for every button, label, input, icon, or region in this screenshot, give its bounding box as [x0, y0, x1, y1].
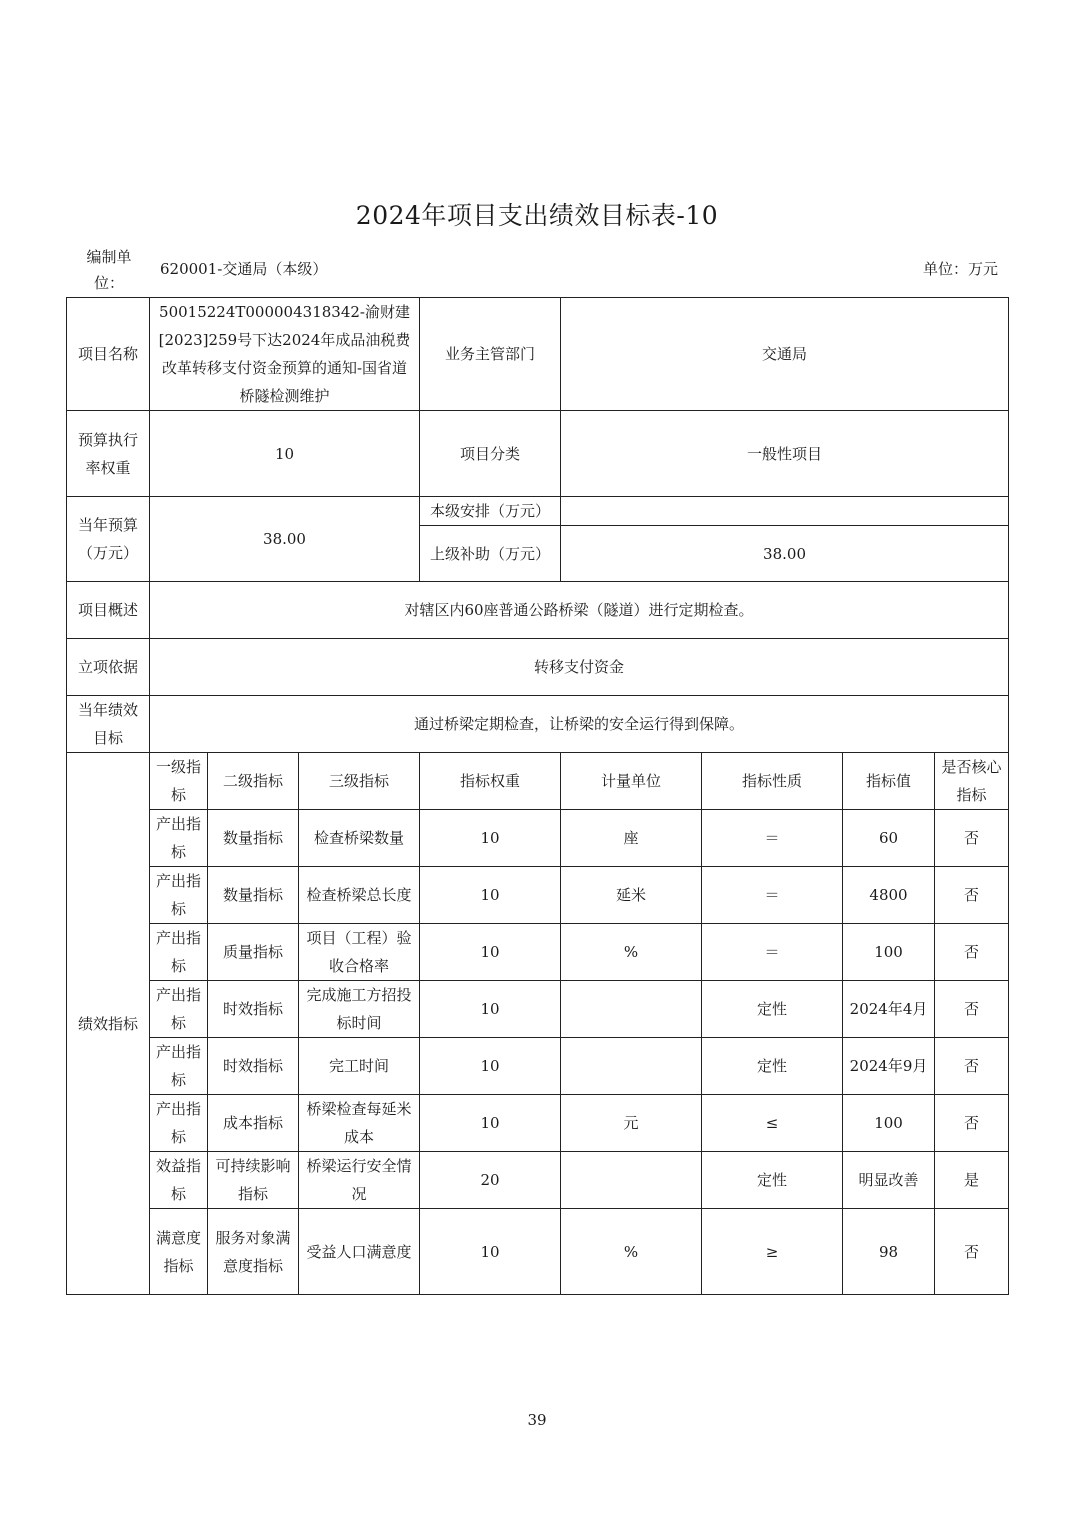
- local-budget-value: [561, 497, 1009, 526]
- level3-cell: 项目（工程）验收合格率: [299, 924, 420, 981]
- unit-cell: [561, 1038, 702, 1095]
- level1-cell: 产出指标: [150, 810, 208, 867]
- unit-cell: %: [561, 1209, 702, 1295]
- value-cell: 2024年9月: [843, 1038, 935, 1095]
- unit-cell: 延米: [561, 867, 702, 924]
- table-row: [67, 639, 1009, 696]
- weight-value: 10: [150, 411, 420, 497]
- level3-cell: 桥梁检查每延米成本: [299, 1095, 420, 1152]
- weight-cell: 10: [420, 1038, 561, 1095]
- level3-cell: 检查桥梁总长度: [299, 867, 420, 924]
- nature-cell: 定性: [702, 1038, 843, 1095]
- level1-cell: 产出指标: [150, 1095, 208, 1152]
- weight-cell: 20: [420, 1152, 561, 1209]
- core-cell: 否: [935, 810, 1009, 867]
- value-cell: 60: [843, 810, 935, 867]
- table-row: [67, 298, 1009, 411]
- overview-value: 对辖区内60座普通公路桥梁（隧道）进行定期检查。: [150, 582, 1009, 639]
- preparer-label: 编制单位：: [86, 248, 132, 292]
- unit-cell: [561, 981, 702, 1038]
- column-header: 是否核心指标: [935, 753, 1009, 810]
- table-row: [67, 753, 1009, 810]
- weight-cell: 10: [420, 1095, 561, 1152]
- weight-cell: 10: [420, 867, 561, 924]
- table-row: [67, 696, 1009, 753]
- performance-target-table: [66, 297, 1009, 1295]
- level2-cell: 成本指标: [208, 1095, 299, 1152]
- nature-cell: ≥: [702, 1209, 843, 1295]
- nature-cell: ＝: [702, 867, 843, 924]
- column-header: 指标值: [843, 753, 935, 810]
- level3-cell: 完成施工方招投标时间: [299, 981, 420, 1038]
- dept-value: 交通局: [561, 298, 1009, 411]
- overview-label: 项目概述: [67, 582, 150, 639]
- core-cell: 否: [935, 1038, 1009, 1095]
- indicator-row: [67, 867, 1009, 924]
- nature-cell: ＝: [702, 810, 843, 867]
- level2-cell: 质量指标: [208, 924, 299, 981]
- table-row: [67, 497, 1009, 526]
- level2-cell: 可持续影响指标: [208, 1152, 299, 1209]
- value-cell: 100: [843, 1095, 935, 1152]
- level1-cell: 满意度指标: [150, 1209, 208, 1295]
- level2-cell: 服务对象满意度指标: [208, 1209, 299, 1295]
- currency-unit: 单位：万元: [922, 260, 998, 278]
- project-name-label: 项目名称: [67, 298, 150, 411]
- indicator-row: [67, 1038, 1009, 1095]
- budget-value: 38.00: [150, 497, 420, 582]
- level1-cell: 产出指标: [150, 924, 208, 981]
- level3-cell: 检查桥梁数量: [299, 810, 420, 867]
- table-row: [67, 411, 1009, 497]
- local-budget-label: 本级安排（万元）: [420, 497, 561, 526]
- project-name-value: 50015224T000004318342-渝财建[2023]259号下达2024年成品油税费改革转移支付资金预算的通知-国省道桥隧检测维护: [150, 298, 420, 411]
- page-number: 39: [527, 1411, 547, 1429]
- unit-cell: %: [561, 924, 702, 981]
- budget-label: 当年预算（万元）: [67, 497, 150, 582]
- value-cell: 明显改善: [843, 1152, 935, 1209]
- level1-cell: 产出指标: [150, 981, 208, 1038]
- category-label: 项目分类: [420, 411, 561, 497]
- column-header: 二级指标: [208, 753, 299, 810]
- goal-label: 当年绩效目标: [67, 696, 150, 753]
- weight-cell: 10: [420, 924, 561, 981]
- core-cell: 否: [935, 1095, 1009, 1152]
- column-header: 指标性质: [702, 753, 843, 810]
- level1-cell: 产出指标: [150, 867, 208, 924]
- indicator-row: [67, 1209, 1009, 1295]
- preparer-value: 620001-交通局（本级）: [160, 260, 328, 278]
- level2-cell: 时效指标: [208, 1038, 299, 1095]
- level2-cell: 数量指标: [208, 867, 299, 924]
- nature-cell: 定性: [702, 1152, 843, 1209]
- value-cell: 98: [843, 1209, 935, 1295]
- category-value: 一般性项目: [561, 411, 1009, 497]
- level2-cell: 数量指标: [208, 810, 299, 867]
- upper-subsidy-label: 上级补助（万元）: [420, 526, 561, 582]
- value-cell: 100: [843, 924, 935, 981]
- column-header: 一级指标: [150, 753, 208, 810]
- nature-cell: ≤: [702, 1095, 843, 1152]
- upper-subsidy-value: 38.00: [561, 526, 1009, 582]
- table-row: [67, 582, 1009, 639]
- nature-cell: 定性: [702, 981, 843, 1038]
- unit-cell: 元: [561, 1095, 702, 1152]
- indicator-row: [67, 981, 1009, 1038]
- dept-label: 业务主管部门: [420, 298, 561, 411]
- level3-cell: 受益人口满意度: [299, 1209, 420, 1295]
- core-cell: 否: [935, 981, 1009, 1038]
- weight-cell: 10: [420, 810, 561, 867]
- indicator-row: [67, 1095, 1009, 1152]
- page-title: 2024年项目支出绩效目标表-10: [355, 201, 719, 230]
- indicator-row: [67, 810, 1009, 867]
- basis-label: 立项依据: [67, 639, 150, 696]
- basis-value: 转移支付资金: [150, 639, 1009, 696]
- unit-cell: [561, 1152, 702, 1209]
- weight-label: 预算执行率权重: [67, 411, 150, 497]
- indicator-row: [67, 1152, 1009, 1209]
- weight-cell: 10: [420, 1209, 561, 1295]
- indicator-row: [67, 924, 1009, 981]
- core-cell: 否: [935, 924, 1009, 981]
- level2-cell: 时效指标: [208, 981, 299, 1038]
- column-header: 计量单位: [561, 753, 702, 810]
- core-cell: 否: [935, 1209, 1009, 1295]
- level3-cell: 完工时间: [299, 1038, 420, 1095]
- column-header: 指标权重: [420, 753, 561, 810]
- unit-cell: 座: [561, 810, 702, 867]
- level1-cell: 产出指标: [150, 1038, 208, 1095]
- core-cell: 是: [935, 1152, 1009, 1209]
- indicators-label: 绩效指标: [67, 753, 150, 1295]
- nature-cell: ＝: [702, 924, 843, 981]
- level1-cell: 效益指标: [150, 1152, 208, 1209]
- column-header: 三级指标: [299, 753, 420, 810]
- core-cell: 否: [935, 867, 1009, 924]
- goal-value: 通过桥梁定期检查，让桥梁的安全运行得到保障。: [150, 696, 1009, 753]
- weight-cell: 10: [420, 981, 561, 1038]
- value-cell: 4800: [843, 867, 935, 924]
- value-cell: 2024年4月: [843, 981, 935, 1038]
- level3-cell: 桥梁运行安全情况: [299, 1152, 420, 1209]
